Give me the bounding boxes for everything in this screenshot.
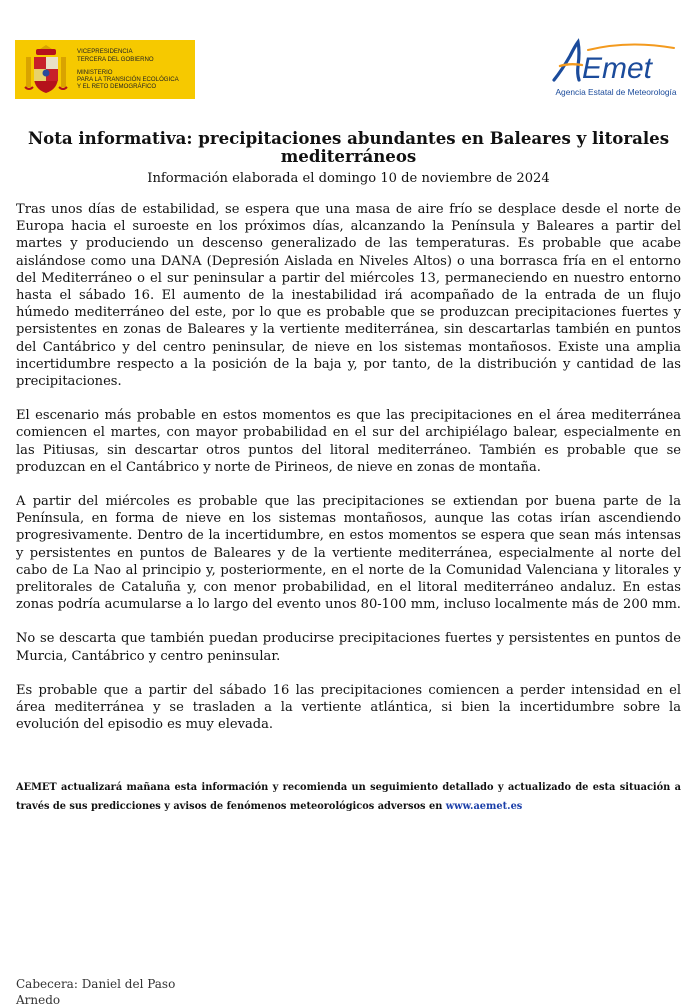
government-logo <box>15 40 195 99</box>
gov-line: TERCERA DEL GOBIERNO <box>77 55 154 63</box>
page-title: Nota informativa: precipitaciones abundantes en Baleares y litorales mediterráneos <box>27 128 670 166</box>
paragraph: Es probable que a partir del sábado 16 las precipitaciones comiencen a perder intensidad en el área mediterránea y se trasladen a la vertiente atlántica, si bien la incertidumbre sobre la evolución del episodio es muy elevada. <box>16 682 681 733</box>
gov-line: VICEPRESIDENCIA <box>77 48 133 56</box>
footer-note <box>16 778 681 816</box>
svg-text:Emet: Emet <box>582 52 653 85</box>
government-logo-text <box>77 48 179 90</box>
gov-line: MINISTERIO <box>77 68 113 76</box>
aemet-logo-subtitle: Agencia Estatal de Meteorología <box>555 87 677 97</box>
paragraph: El escenario más probable en estos momentos es que las precipitaciones en el área mediterránea comiencen el martes, con mayor probabilidad en el sur del archipiélago balear, especialmente en las Pitiusas, sin descartar otros puntos del litoral mediterráneo. También es probable que se produzcan en el Cantábrico y norte de Pirineos, de nieve en zonas de montaña. <box>16 408 681 475</box>
gov-line: PARA LA TRANSICIÓN ECOLÓGICA <box>77 76 179 84</box>
coat-of-arms-icon <box>23 45 69 95</box>
aemet-logo <box>548 36 684 102</box>
gov-line: Y EL RETO DEMOGRÁFICO <box>77 83 157 91</box>
aemet-wordmark-icon <box>548 36 684 88</box>
footer-text: AEMET actualizará mañana esta información y recomienda un seguimiento detallado y actualizado de esta situación a través de sus predicciones y avisos de fenómenos meteorológicos adversos en <box>16 782 681 812</box>
paragraph: Tras unos días de estabilidad, se espera que una masa de aire frío se desplace desde el norte de Europa hacia el suroeste en los próximos días, alcanzando la Península y Baleares a partir del martes y produciendo un descenso generalizado de las temperaturas. Es probable que acabe aislándose como una DANA (Depresión Aislada en Niveles Altos) o una borrasca fría en el entorno del Mediterráneo o el sur peninsular a partir del miércoles 13, permaneciendo en nuestro entorno hasta el sábado 16. El aumento de la inestabilidad irá acompañado de la entrada de un flujo húmedo mediterráneo del este, por lo que es probable que se produzcan precipitaciones fuertes y persistentes en zonas de Baleares y la vertiente mediterránea, sin descartarlas también en puntos del Cantábrico y del centro peninsular, de nieve en los sistemas montañosos. Existe una amplia incertidumbre respecto a la posición de la baja y, por tanto, de la distribución y cantidad de las precipitaciones. <box>16 202 681 390</box>
cut-off-line: Cabecera: Daniel del Paso Arnedo <box>16 977 176 1007</box>
body-text <box>16 201 681 750</box>
paragraph: A partir del miércoles es probable que las precipitaciones se extiendan por buena parte de la Península, en forma de nieve en los sistemas montañosos, aunque las cotas irían ascendiendo progresivamente. Dentro de la incertidumbre, en estos momentos se espera que sean más intensas y persistentes en puntos de Baleares y de la vertiente mediterránea, especialmente al norte del cabo de La Nao al principio y, posteriormente, en el norte de la Comunidad Valenciana y litorales y prelitorales de Cataluña y, con menor probabilidad, en el litoral mediterráneo andaluz. En estas zonas podría acumularse a lo largo del evento unos 80-100 mm, incluso localmente más de 200 mm. <box>16 494 681 613</box>
aemet-website-link[interactable]: www.aemet.es <box>445 801 523 812</box>
paragraph: No se descarta que también puedan producirse precipitaciones fuertes y persistentes en puntos de Murcia, Cantábrico y centro peninsular. <box>16 631 681 664</box>
page-subtitle: Información elaborada el domingo 10 de noviembre de 2024 <box>147 171 550 186</box>
